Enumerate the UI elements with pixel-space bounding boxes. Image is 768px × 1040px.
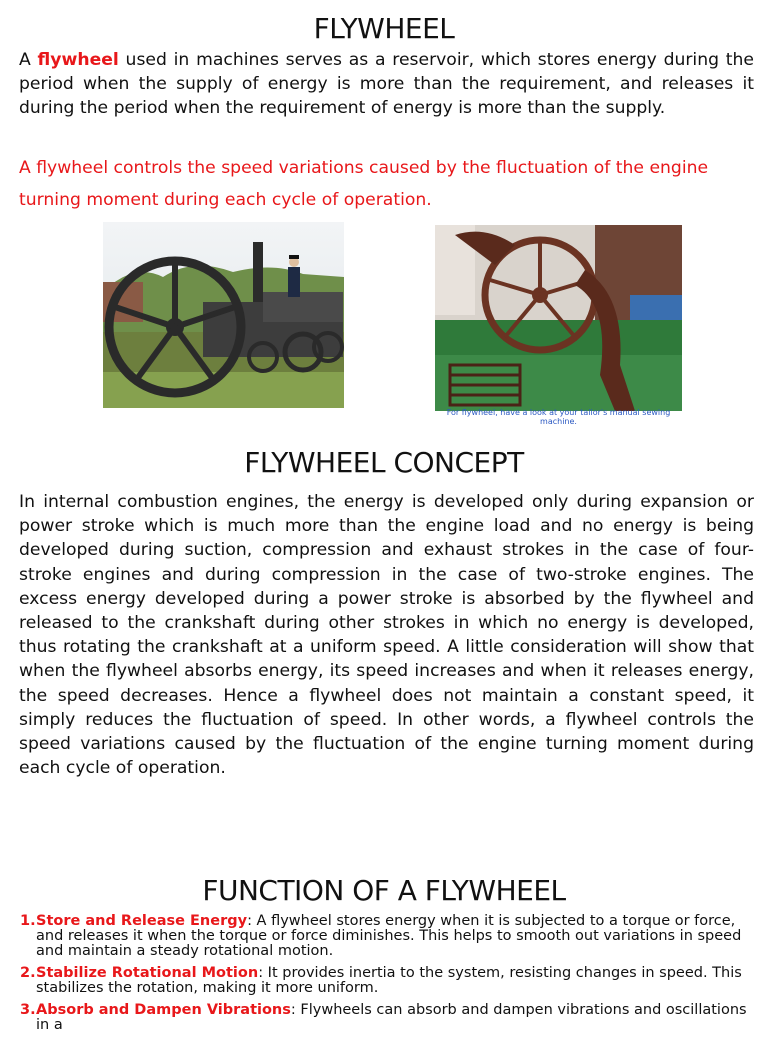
- list-heading: Store and Release Energy: [36, 913, 248, 929]
- photo-caption: For flywheel, have a look at your tailor's manual sewing machine.: [446, 408, 671, 426]
- flywheel-keyword: flywheel: [37, 50, 119, 70]
- function-title: FUNCTION OF A FLYWHEEL: [202, 874, 566, 907]
- steam-engine-photo: [103, 222, 344, 408]
- list-item: [20, 1003, 750, 1033]
- intro-paragraph: [19, 48, 754, 121]
- concept-paragraph: In internal combustion engines, the energy is developed only during expansion or power stroke which is much more than the engine load and no energy is being developed during suction, compression and exhaust strokes in the case of four-stroke engines and during compression in the case of two-stroke engines. The excess energy developed during a power stroke is absorbed by the flywheel and released to the crankshaft during other strokes in which no energy is developed, thus rotating the crankshaft at a uniform speed. A little consideration will show that when the flywheel absorbs energy, its speed increases and when it releases energy, the speed decreases. Hence a flywheel does not maintain a constant speed, it simply reduces the fluctuation of speed. In other words, a flywheel controls the speed variations caused by the fluctuation of the engine turning moment during each cycle of operation.: [19, 492, 754, 779]
- list-heading: Absorb and Dampen Vibrations: [36, 1002, 291, 1018]
- red-highlight-paragraph: A flywheel controls the speed variations caused by the fluctuation of the engine turning moment during each cycle of operation.: [19, 158, 709, 210]
- intro-rest: used in machines serves as a reservoir, which stores energy during the period when the supply of energy is more than the requirement, and releases it during the period when the requirement of energy is more than the supply.: [19, 50, 754, 119]
- intro-prefix: A: [19, 50, 38, 70]
- page-title: FLYWHEEL: [313, 12, 455, 45]
- list-heading: Stabilize Rotational Motion: [36, 965, 259, 981]
- list-item: [20, 914, 750, 959]
- list-text: : It provides inertia to the system, resisting changes in speed. This stabilizes the rotation, making it more uniform.: [36, 965, 742, 996]
- list-number: 2.: [20, 965, 36, 981]
- sewing-machine-photo: [435, 225, 682, 411]
- list-number: 1.: [20, 913, 36, 929]
- list-number: 3.: [20, 1002, 36, 1018]
- list-text: : A flywheel stores energy when it is subjected to a torque or force, and releases it when the torque or force diminishes. This helps to smooth out variations in speed and maintain a steady rotational motion.: [36, 913, 742, 959]
- list-item: [20, 966, 750, 996]
- concept-title: FLYWHEEL CONCEPT: [244, 446, 524, 479]
- list-text: : Flywheels can absorb and dampen vibrations and oscillations in a: [36, 1002, 747, 1033]
- function-list: [20, 914, 750, 1040]
- sewing-machine-illustration: [435, 225, 682, 411]
- steam-engine-illustration: [103, 222, 344, 408]
